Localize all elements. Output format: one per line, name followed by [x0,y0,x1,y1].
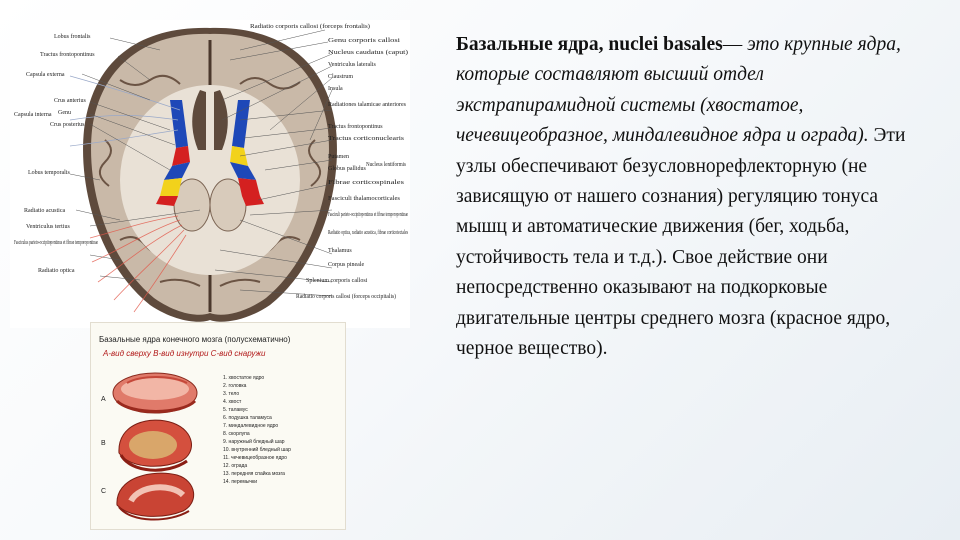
definition-body: Эти узлы обеспечивают безусловнорефлекторную (не зависящую от нашего сознания) регуляцию тонуса мышц и автоматические движения (бег, ходьба, устойчивость тела и т.д.). Свое действие они непосредственно оказывают на подкорковые двигательные центры среднего мозга (красное ядро, черное вещество). [456,125,906,360]
label-crus-posterius: Crus posterius [50,122,85,128]
legend-item: 1. хвостатое ядро [223,375,265,381]
label-insula: Insula [328,86,343,92]
label-fibrae-corticospinales: Fibrae corticospinales [328,180,405,186]
label-globus-pallidus: Globus pallidus [328,166,366,172]
label-genu: Genu [58,110,71,116]
label-fasciculi-parieto-right: Fasciculi parieto-occipitopontinus et fibrae temporopontinae [328,212,474,218]
legend-item: 7. миндалевидное ядро [223,423,279,429]
legend-item: 3. тело [223,391,240,397]
label-capsula-externa: Capsula externa [26,72,65,78]
legend-item: 12. ограда [223,463,248,469]
view-a-drawing [113,373,197,413]
legend-item: 8. скорлупа [223,431,250,437]
definition-italic: это крупные ядра, которые составляют высший отдел экстрапирамидной системы (хвостатое, чечевицеобразное, миндалевидное ядра и ограда). [456,34,901,147]
legend-item: 9. наружный бледный шар [223,439,285,445]
label-radiatio-optica-left: Radiatio optica [38,268,75,274]
legend-item: 10. внутренний бледный шар [223,447,291,453]
legend-item: 6. подушка таламуса [223,415,272,421]
label-nucleus-caudatus: Nucleus caudatus (caput) [328,50,389,56]
label-forceps-occipitalis: Radiatio corporis callosi (forceps occipitalis) [296,294,404,300]
label-ventriculus-tertius: Ventriculus tertius [26,224,70,230]
label-tractus-frontopontinus-right: Tractus frontopontinus [328,124,383,130]
label-tractus-corticonuclearis: Tractus corticonuclearis [328,136,405,142]
legend-item: 4. хвост [223,399,242,405]
view-b-drawing [119,420,192,470]
label-crus-anterius: Crus anterius [54,98,86,104]
legend-item: 14. перемычки [223,479,258,485]
brain-horizontal-section-figure [10,20,474,328]
scheme-legend [223,375,291,485]
label-radiatio-corporis-frontalis: Radiatio corporis callosi (forceps frontalis) [250,24,354,30]
label-radiatio-optica-acustica: Radiatio optica, radiatio acustica, fibrae corticotectales [328,230,460,236]
label-nucleus-lentiformis: Nucleus lentiformis [366,162,414,168]
label-lobus-temporalis: Lobus temporalis [28,170,70,176]
term-dash: — [722,34,748,55]
label-thalamus: Thalamus [328,248,352,254]
scheme-illustrations [91,323,345,529]
label-radiationes-talamicae: Radiationes talamicae anteriores [328,102,407,108]
brain-section-illustration [10,20,474,328]
definition-paragraph [456,30,926,364]
basal-nuclei-scheme-figure [90,322,346,530]
label-capsula-interna: Capsula interna [14,112,52,118]
label-tractus-frontopontinus: Tractus frontopontinus [40,52,95,58]
view-c-drawing [117,473,194,519]
label-fasciculus-parieto: Fasciculus parieto-occipitopontinus et fibrae temporopontinae [14,240,163,246]
view-letter-a: A [101,396,106,403]
label-lobus-frontalis: Lobus frontalis [54,34,91,40]
label-genu-corporis: Genu corporis callosi [328,38,401,44]
view-letter-b: B [101,440,106,447]
label-radiatio-acustica: Radiatio acustica [24,208,66,214]
legend-item: 13. передняя спайка мозга [223,471,285,477]
scheme-title: Базальные ядра конечного мозга (полусхематично) [99,335,291,344]
view-letter-c: C [101,488,107,495]
legend-item: 2. головка [223,383,247,389]
label-claustrum: Claustrum [328,74,353,80]
label-corpus-pineale: Corpus pineale [328,262,365,268]
legend-item: 11. чечевицеобразное ядро [223,455,287,461]
label-putamen: Putamen [328,154,349,160]
scheme-subtitle: А-вид сверху В-вид изнутри С-вид снаружи [103,349,266,358]
label-ventriculus-lateralis: Ventriculus lateralis [328,62,376,68]
term-heading: Базальные ядра, nuclei basales [456,34,723,55]
label-fasciculi-thalamocorticales: Fasciculi thalamocorticales [328,196,401,202]
label-splenium: Splenium corporis callosi [306,278,368,284]
legend-item: 5. таламус [223,407,248,413]
